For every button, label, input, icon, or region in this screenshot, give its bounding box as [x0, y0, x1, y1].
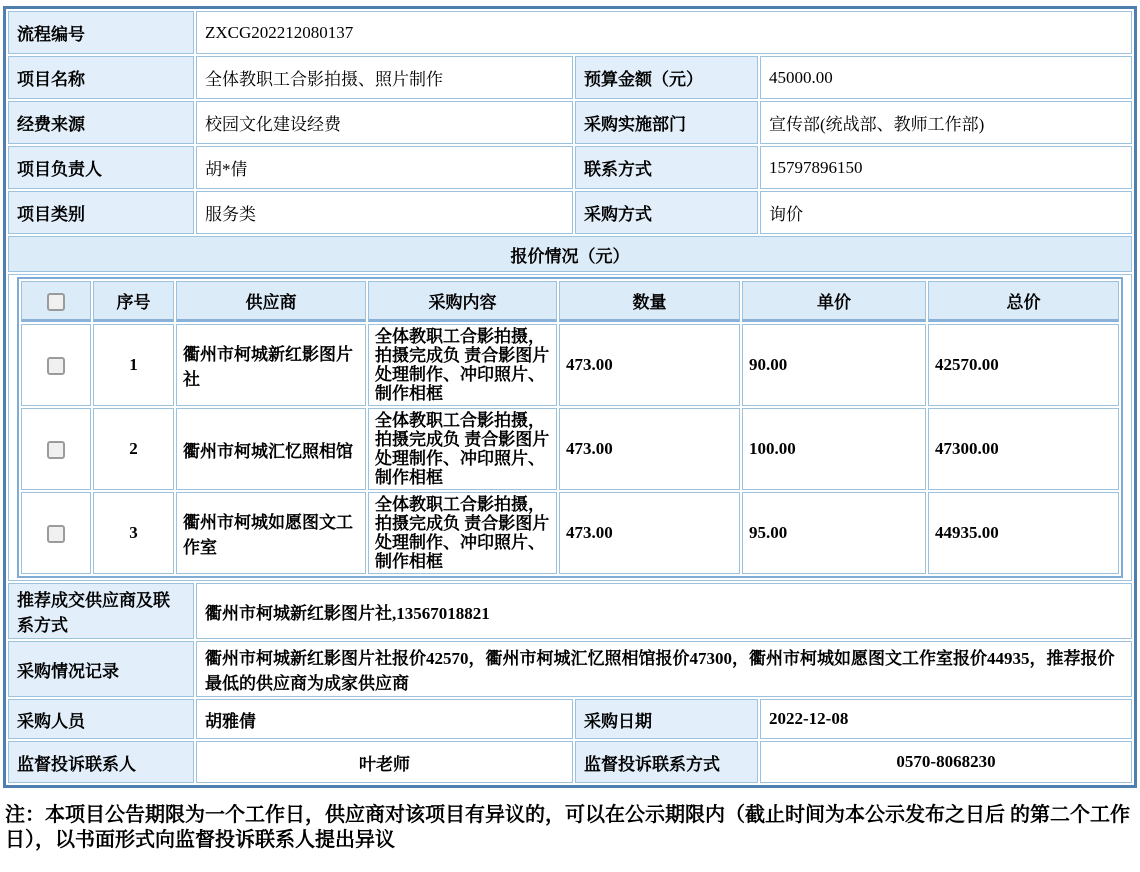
quote-no: 1: [93, 324, 174, 406]
column-header-total: 总价: [928, 281, 1119, 322]
quote-unit-price: 100.00: [742, 408, 926, 490]
quote-row: [21, 492, 1119, 574]
quote-supplier: 衢州市柯城汇忆照相馆: [176, 408, 366, 490]
field-label-fund-source: 经费来源: [8, 101, 194, 144]
table-row: [8, 236, 1132, 272]
field-label-project-type: 项目类别: [8, 191, 194, 234]
quote-table-container: [8, 274, 1132, 581]
quote-content: 全体教职工合影拍摄，拍摄完成负 责合影图片处理制作、冲印照片、制作相框: [368, 324, 557, 406]
select-all-cell: [21, 281, 91, 322]
field-value-procurement-method: 询价: [760, 191, 1132, 234]
field-label-procurement-method: 采购方式: [575, 191, 758, 234]
field-label-recommended-supplier: 推荐成交供应商及联系方式: [8, 583, 194, 639]
select-all-checkbox[interactable]: [47, 293, 65, 311]
table-row: [8, 56, 1132, 99]
quote-table: [17, 277, 1123, 578]
quote-content: 全体教职工合影拍摄，拍摄完成负 责合影图片处理制作、冲印照片、制作相框: [368, 492, 557, 574]
table-row: [8, 583, 1132, 639]
field-value-buyer: 胡雅倩: [196, 699, 573, 739]
quote-unit-price: 90.00: [742, 324, 926, 406]
field-value-implementing-dept: 宣传部(统战部、教师工作部): [760, 101, 1132, 144]
column-header-supplier: 供应商: [176, 281, 366, 322]
field-label-buyer: 采购人员: [8, 699, 194, 739]
table-row: [8, 274, 1132, 581]
quote-row: [21, 324, 1119, 406]
quote-supplier: 衢州市柯城新红影图片社: [176, 324, 366, 406]
field-value-recommended-supplier: 衢州市柯城新红影图片社,13567018821: [196, 583, 1132, 639]
column-header-no: 序号: [93, 281, 174, 322]
field-label-supervision-phone: 监督投诉联系方式: [575, 741, 758, 783]
field-label-purchase-date: 采购日期: [575, 699, 758, 739]
field-value-process-no: ZXCG202212080137: [196, 11, 1132, 54]
table-row: [8, 191, 1132, 234]
quote-total: 47300.00: [928, 408, 1119, 490]
checkbox-cell: [21, 324, 91, 406]
field-label-project-name: 项目名称: [8, 56, 194, 99]
table-row: [8, 741, 1132, 783]
field-label-supervision-contact: 监督投诉联系人: [8, 741, 194, 783]
field-value-budget: 45000.00: [760, 56, 1132, 99]
checkbox-cell: [21, 492, 91, 574]
field-value-project-type: 服务类: [196, 191, 573, 234]
quote-table-header-row: [21, 281, 1119, 322]
procurement-table: [3, 6, 1137, 788]
table-row: [8, 699, 1132, 739]
table-row: [8, 101, 1132, 144]
field-label-procurement-record: 采购情况记录: [8, 641, 194, 697]
field-value-procurement-record: 衢州市柯城新红影图片社报价42570，衢州市柯城汇忆照相馆报价47300，衢州市柯城如愿图文工作室报价44935，推荐报价最低的供应商为成家供应商: [196, 641, 1132, 697]
quote-no: 2: [93, 408, 174, 490]
quote-qty: 473.00: [559, 408, 740, 490]
quote-section-title: 报价情况（元）: [8, 236, 1132, 272]
table-row: [8, 146, 1132, 189]
field-value-supervision-phone: 0570-8068230: [760, 741, 1132, 783]
column-header-qty: 数量: [559, 281, 740, 322]
footer-note: 注：本项目公告期限为一个工作日，供应商对该项目有异议的，可以在公示期限内（截止时间为本公示发布之日后 的第二个工作日），以书面形式向监督投诉联系人提出异议: [5, 804, 1130, 851]
quote-supplier: 衢州市柯城如愿图文工作室: [176, 492, 366, 574]
quote-total: 44935.00: [928, 492, 1119, 574]
checkbox-cell: [21, 408, 91, 490]
quote-row: [21, 408, 1119, 490]
field-value-fund-source: 校园文化建设经费: [196, 101, 573, 144]
quote-no: 3: [93, 492, 174, 574]
quote-total: 42570.00: [928, 324, 1119, 406]
field-label-project-leader: 项目负责人: [8, 146, 194, 189]
field-value-supervision-contact: 叶老师: [196, 741, 573, 783]
quote-unit-price: 95.00: [742, 492, 926, 574]
column-header-unit-price: 单价: [742, 281, 926, 322]
row-checkbox[interactable]: [47, 441, 65, 459]
field-value-contact: 15797896150: [760, 146, 1132, 189]
quote-qty: 473.00: [559, 492, 740, 574]
quote-qty: 473.00: [559, 324, 740, 406]
field-value-purchase-date: 2022-12-08: [760, 699, 1132, 739]
field-value-project-name: 全体教职工合影拍摄、照片制作: [196, 56, 573, 99]
field-value-project-leader: 胡*倩: [196, 146, 573, 189]
row-checkbox[interactable]: [47, 357, 65, 375]
field-label-implementing-dept: 采购实施部门: [575, 101, 758, 144]
table-row: [8, 11, 1132, 54]
column-header-content: 采购内容: [368, 281, 557, 322]
field-label-process-no: 流程编号: [8, 11, 194, 54]
field-label-budget: 预算金额（元）: [575, 56, 758, 99]
table-row: [8, 641, 1132, 697]
field-label-contact: 联系方式: [575, 146, 758, 189]
quote-content: 全体教职工合影拍摄，拍摄完成负 责合影图片处理制作、冲印照片、制作相框: [368, 408, 557, 490]
row-checkbox[interactable]: [47, 525, 65, 543]
